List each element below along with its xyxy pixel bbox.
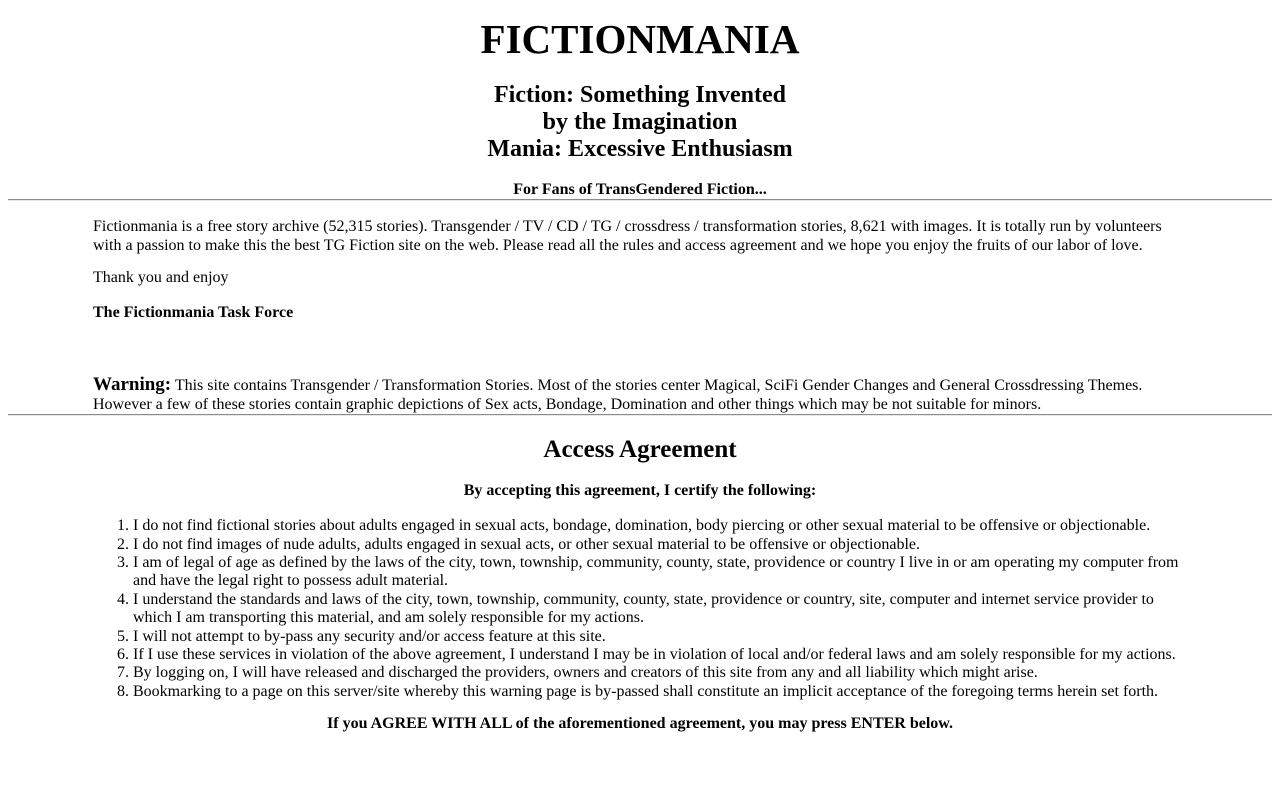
agreement-item-3: 3. I am of legal of age as defined by the laws of the city, town, township, community, county, state, providence or country I live in or am operating my computer from and have the legal right to possess adult material.	[133, 554, 1187, 591]
warning-paragraph	[93, 375, 1164, 414]
middle-divider	[8, 414, 1272, 416]
page	[8, 17, 1272, 733]
site-subtitle	[8, 82, 1272, 163]
thanks-text: Thank you and enjoy	[93, 269, 229, 287]
agreement-list	[93, 517, 1187, 701]
agreement-item-8: 8. Bookmarking to a page on this server/site whereby this warning page is by-passed shall constitute an implicit acceptance of the foregoing terms herein set forth.	[133, 683, 1187, 701]
subtitle-line: by the Imagination	[542, 109, 738, 136]
agreement-item-2: 2. I do not find images of nude adults, adults engaged in sexual acts, or other sexual material to be offensive or objectionable.	[133, 536, 1187, 554]
agreement-item-5: 5. I will not attempt to by-pass any security and/or access feature at this site.	[133, 628, 1187, 646]
warning-label: Warning:	[93, 374, 172, 396]
agreement-item-7: 7. By logging on, I will have released and discharged the providers, owners and creators of this site from any and all liability which might arise.	[133, 664, 1187, 682]
subtitle-line: Mania: Excessive Enthusiasm	[487, 136, 793, 163]
top-divider	[8, 199, 1272, 201]
intro-section	[93, 217, 1164, 414]
agreement-item-1: 1. I do not find fictional stories about adults engaged in sexual acts, bondage, domination, body piercing or other sexual material to be offensive or objectionable.	[133, 517, 1187, 535]
signature-text: The Fictionmania Task Force	[93, 304, 294, 322]
agreement-heading: Access Agreement	[543, 436, 737, 464]
agreement-item-6: 6. If I use these services in violation of the above agreement, I understand I may be in violation of local and/or federal laws and am solely responsible for my actions.	[133, 646, 1187, 664]
agreement-footer: If you AGREE WITH ALL of the aforementioned agreement, you may press ENTER below.	[327, 715, 953, 733]
site-title: FICTIONMANIA	[480, 16, 800, 62]
certify-intro: By accepting this agreement, I certify the following:	[463, 482, 817, 500]
warning-text: This site contains Transgender / Transformation Stories. Most of the stories center Magical, SciFi Gender Changes and General Crossdressing Themes. However a few of these stories contain graphic depictions of Sex acts, Bondage, Domination and other things which may be not suitable for minors.	[93, 377, 1143, 414]
subtitle-line: Fiction: Something Invented	[493, 82, 786, 109]
tagline: For Fans of TransGendered Fiction...	[513, 181, 767, 199]
intro-paragraph: Fictionmania is a free story archive (52,315 stories). Transgender / TV / CD / TG / crossdress / transformation stories, 8,621 with images. It is totally run by volunteers with a passion to make this the best TG Fiction site on the web. Please read all the rules and access agreement and we hope you enjoy the fruits of our labor of love.	[93, 218, 1162, 255]
agreement-item-4: 4. I understand the standards and laws of the city, town, township, community, county, state, providence or country, site, computer and internet service provider to which I am transporting this material, and am solely responsible for my actions.	[133, 591, 1187, 628]
